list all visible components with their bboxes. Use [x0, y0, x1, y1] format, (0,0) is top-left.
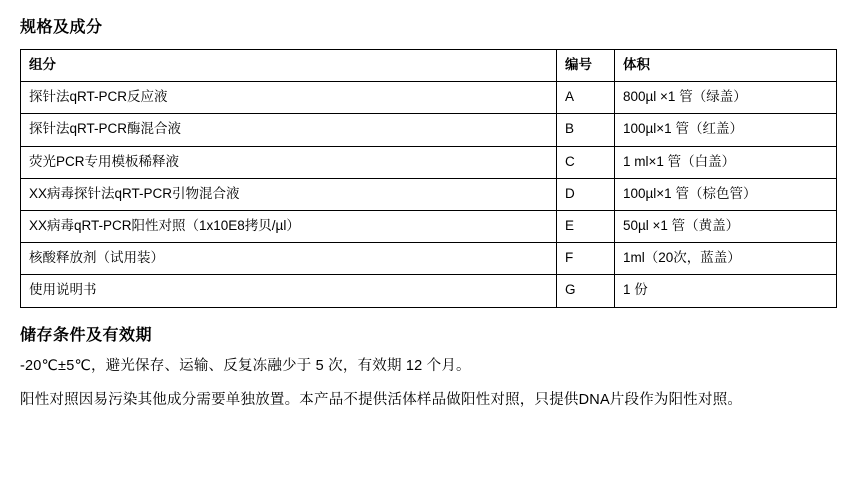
storage-condition-text: -20℃±5℃，避光保存、运输、反复冻融少于 5 次，有效期 12 个月。: [20, 357, 471, 374]
cell-volume: 100µl×1 管（棕色管）: [615, 178, 837, 210]
cell-volume: 1 份: [615, 275, 837, 307]
cell-component: XX病毒qRT-PCR阳性对照（1x10E8拷贝/µl）: [21, 210, 557, 242]
cell-component: 探针法qRT-PCR酶混合液: [21, 114, 557, 146]
table-row: [21, 210, 837, 242]
table-header-row: [21, 50, 837, 82]
cell-component: 荧光PCR专用模板稀释液: [21, 146, 557, 178]
cell-component: 核酸释放剂（试用装）: [21, 243, 557, 275]
table-row: [21, 275, 837, 307]
cell-code: C: [557, 146, 615, 178]
page-title-storage: 储存条件及有效期: [20, 326, 153, 344]
table-row: [21, 178, 837, 210]
page-title-specifications: 规格及成分: [20, 19, 103, 36]
column-header-component: 组分: [21, 50, 557, 82]
cell-volume: 50µl ×1 管（黄盖）: [615, 210, 837, 242]
table-row: [21, 243, 837, 275]
positive-control-note-text: 阳性对照因易污染其他成分需要单独放置。本产品不提供活体样品做阳性对照，只提供DNA片段作为阳性对照。: [20, 391, 743, 408]
table-row: [21, 146, 837, 178]
cell-code: B: [557, 114, 615, 146]
cell-volume: 100µl×1 管（红盖）: [615, 114, 837, 146]
cell-component: XX病毒探针法qRT-PCR引物混合液: [21, 178, 557, 210]
table-row: [21, 114, 837, 146]
column-header-code: 编号: [557, 50, 615, 82]
cell-volume: 1 ml×1 管（白盖）: [615, 146, 837, 178]
column-header-volume: 体积: [615, 50, 837, 82]
specifications-table: [20, 49, 837, 308]
cell-code: G: [557, 275, 615, 307]
cell-component: 探针法qRT-PCR反应液: [21, 82, 557, 114]
cell-code: D: [557, 178, 615, 210]
cell-code: F: [557, 243, 615, 275]
cell-component: 使用说明书: [21, 275, 557, 307]
cell-volume: 800µl ×1 管（绿盖）: [615, 82, 837, 114]
table-row: [21, 82, 837, 114]
cell-volume: 1ml（20次，蓝盖）: [615, 243, 837, 275]
cell-code: A: [557, 82, 615, 114]
cell-code: E: [557, 210, 615, 242]
